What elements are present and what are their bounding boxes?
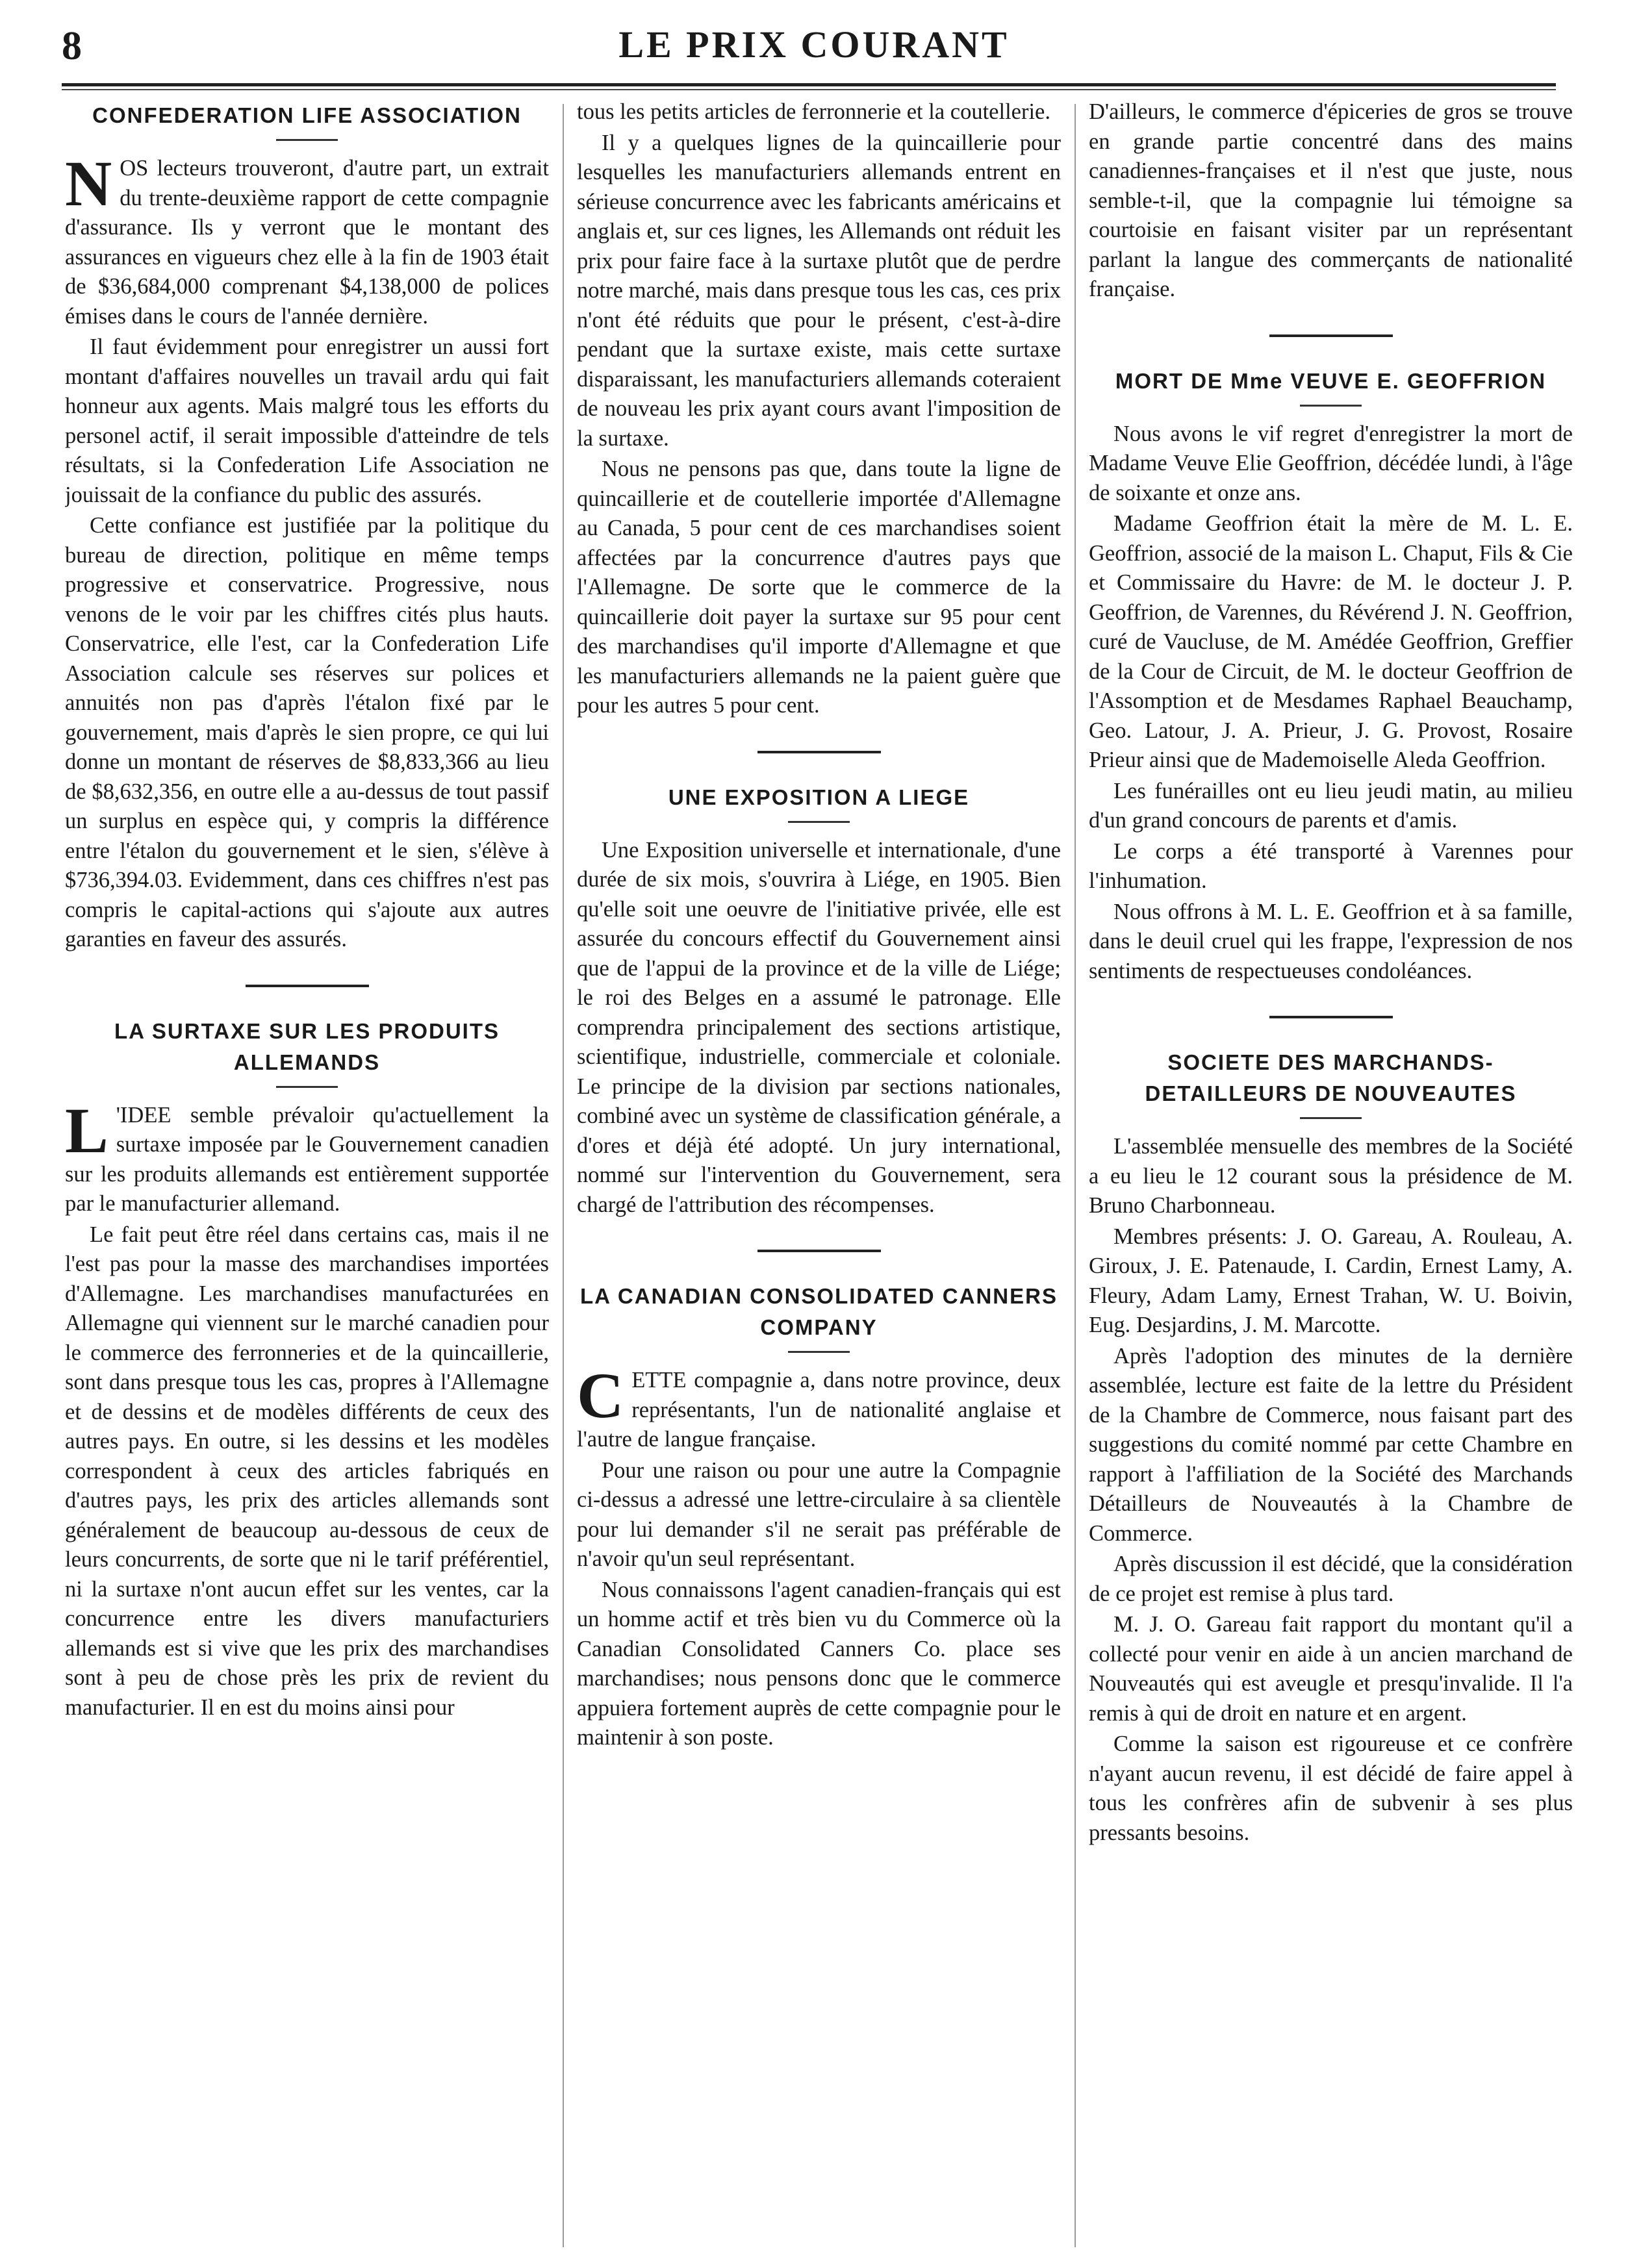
paragraph: L'assemblée mensuelle des membres de la Société a eu lieu le 12 courant sous la présidence de M. Bruno Charbonneau. [1089, 1134, 1573, 1218]
title-rule [788, 821, 850, 823]
paragraph: D'ailleurs, le commerce d'épiceries de gros se trouve en grande partie concentré dans des mains canadiennes-françaises et il n'est que juste, nous semble-t-il, que la compagnie lui témoigne sa courtoisie en faisant visiter par un représentant parlant la langue des commerçants de nationalité française. [1089, 99, 1573, 301]
title-rule [276, 1086, 338, 1088]
paragraph: Le fait peut être réel dans certains cas, mais il ne l'est pas pour la masse des marchandises importées d'Allemagne. Les marchandises manufacturées en Allemagne qui viennent sur le marché canadien pour le commerce des ferronneries et de la quincaillerie, sont dans presque tous les cas, propres à l'Allemagne et de dessins et de modèles différents de ceux des autres pays. En outre, si les dessins et les modèles correspondent à ceux des articles fabriqués en d'autres pays, les prix des articles allemands sont généralement de beaucoup au-dessous de ceux de leurs concurrents, de sorte que ni le tarif préférentiel, ni la surtaxe n'ont aucun effet sur les ventes, car la concurrence entre les divers manufacturiers allemands est si vive que les prix des marchandises sont à peu de chose près les prix de revient du manufacturier. Il en est du moins ainsi pour [65, 1222, 549, 1720]
column-3 [1089, 97, 1573, 2247]
article [1089, 1044, 1573, 1848]
title-rule [276, 139, 338, 141]
page-header [0, 0, 1628, 97]
article-separator [1269, 1016, 1393, 1018]
article-title: SOCIETE DES MARCHANDS-DETAILLEURS DE NOUVEAUTES [1145, 1050, 1517, 1105]
title-rule [1300, 405, 1362, 407]
paragraph [577, 1359, 1061, 1455]
article-separator [1269, 334, 1393, 337]
paragraph: Il y a quelques lignes de la quincaillerie pour lesquelles les manufacturiers allemands entrent en sérieuse concurrence avec les fabricants américains et anglais et, sur ces lignes, les Allemands ont réduit les prix pour faire face à la surtaxe plutôt que de perdre notre marché, mais dans presque tous les cas, ces prix n'ont été réduits que pour le présent, c'est-à-dire pendant que la surtaxe existe, mais cette surtaxe disparaissant, les manufacturiers allemands coteraient de nouveau les prix ayant cours avant l'imposition de la surtaxe. [577, 130, 1061, 451]
paragraph: Nous ne pensons pas que, dans toute la ligne de quincaillerie et de coutellerie importée d'Allemagne au Canada, 5 pour cent de ces marchandises soient affectées par la concurrence d'autres pays que l'Allemagne. De sorte que le commerce de la quincaillerie doit payer la surtaxe sur 95 pour cent des marchandises qu'il importe d'Allemagne et que les manufacturiers allemands ne la paient guère que pour les autres 5 pour cent. [577, 457, 1061, 718]
drop-cap-letter: C [577, 1359, 624, 1431]
paragraph-text: OS lecteurs trouveront, d'autre part, un extrait du trente-deuxième rapport de cette compagnie d'assurance. Ils y verront que le montant des assurances en vigueurs chez elle à la fin de 1903 était de $36,684,000 comprenant $4,138,000 de polices émises dans le cours de l'année dernière. [65, 156, 549, 329]
page-number: 8 [62, 24, 82, 68]
article-title: CONFEDERATION LIFE ASSOCIATION [92, 103, 522, 127]
article [577, 97, 1061, 721]
paragraph: Les funérailles ont eu lieu jeudi matin, au milieu d'un grand concours de parents et d'amis. [1089, 778, 1573, 833]
paragraph: Nous offrons à M. L. E. Geoffrion et à sa famille, dans le deuil cruel qui les frappe, l'expression de nos sentiments de respectueuses condoléances. [1089, 899, 1573, 983]
article-separator [757, 1250, 881, 1252]
column-2 [577, 97, 1061, 2247]
paragraph: Nous connaissons l'agent canadien-français qui est un homme actif et très bien vu du Commerce où la Canadian Consolidated Canners Co. place ses marchandises; nous pensons donc que le commerce appuiera fortement auprès de cette compagnie pour le maintenir à son poste. [577, 1577, 1061, 1750]
article [65, 97, 549, 955]
paragraph: Une Exposition universelle et internationale, d'une durée de six mois, s'ouvrira à Liége, en 1905. Bien qu'elle soit une oeuvre de l'initiative privée, elle est assurée du concours effectif du Gouvernement ainsi que de l'appui de la province et de la ville de Liége; le roi des Belges en a assumé le patronage. Elle comprendra principalement des sections artistique, scientifique, industrielle, commerciale et coloniale. Le principe de la division par sections nationales, combiné avec un système de classification générale, a d'ores et déjà été adopté. Un jury international, nommé sur l'intervention du Gouvernement, sera chargé de l'attribution des récompenses. [577, 837, 1061, 1217]
title-rule [1300, 1117, 1362, 1119]
paragraph: Nous avons le vif regret d'enregistrer la mort de Madame Veuve Elie Geoffrion, décédée lundi, à l'âge de soixante et onze ans. [1089, 421, 1573, 505]
article-separator [246, 985, 369, 987]
article-separator [757, 751, 881, 753]
paragraph [65, 1094, 549, 1219]
drop-cap-letter: N [65, 147, 112, 220]
paragraph: Il faut évidemment pour enregistrer un aussi fort montant d'affaires nouvelles un travail ardu qui fait honneur aux agents. Mais malgré tous les efforts du personel actif, il serait impossible d'atteindre de tels résultats, si la Confederation Life Association ne jouissait de la confiance du public des assurés. [65, 334, 549, 507]
article-title: MORT DE Mme VEUVE E. GEOFFRION [1115, 368, 1547, 393]
paragraph: Pour une raison ou pour une autre la Compagnie ci-dessus a adressé une lettre-circulaire à sa clientèle pour lui demander s'il ne serait pas préférable de n'avoir qu'un seul représentant. [577, 1457, 1061, 1571]
paragraph-text: 'IDEE semble prévaloir qu'actuellement la surtaxe imposée par le Gouvernement canadien sur les produits allemands est entièrement supportée par le manufacturier allemand. [65, 1102, 549, 1216]
column-divider [563, 104, 564, 2247]
paragraph: Membres présents: J. O. Gareau, A. Rouleau, A. Giroux, J. E. Patenaude, I. Cardin, Ernest Lamy, A. Fleury, Adam Lamy, Ernest Trahan, W. U. Boivin, Eug. Desjardins, J. M. Marcotte. [1089, 1224, 1573, 1337]
article [1089, 363, 1573, 987]
paragraph [65, 147, 549, 331]
paragraph: Après l'adoption des minutes de la dernière assemblée, lecture est faite de la lettre du Président de la Chambre de Commerce, nous faisant part des suggestions du comité nommé par cette Chambre en rapport à l'affiliation de la Société des Marchands Détailleurs de Nouveautés à la Chambre de Commerce. [1089, 1343, 1573, 1546]
paragraph: Comme la saison est rigoureuse et ce confrère n'ayant aucun revenu, il est décidé de faire appel à tous les confrères afin de subvenir à ses plus pressants besoins. [1089, 1732, 1573, 1845]
publication-title: LE PRIX COURANT [618, 23, 1010, 66]
article-title: UNE EXPOSITION A LIEGE [668, 785, 970, 809]
paragraph-text: ETTE compagnie a, dans notre province, deux représentants, l'un de nationalité anglaise et l'autre de langue française. [577, 1368, 1061, 1452]
title-rule [788, 1351, 850, 1353]
header-rule [62, 83, 1556, 90]
column-divider [1075, 104, 1076, 2247]
drop-cap-letter: L [65, 1094, 108, 1166]
column-1 [65, 97, 549, 2247]
article-title: LA CANADIAN CONSOLIDATED CANNERS COMPANY [580, 1284, 1058, 1339]
paragraph: Le corps a été transporté à Varennes pour l'inhumation. [1089, 838, 1573, 893]
paragraph: tous les petits articles de ferronnerie et la coutellerie. [577, 99, 1050, 124]
paragraph: Cette confiance est justifiée par la politique du bureau de direction, politique en même temps progressive et conservatrice. Progressive, nous venons de le voir par les chiffres cités plus hauts. Conservatrice, elle l'est, car la Confederation Life Association calcule ses réserves sur polices et annuités non pas d'après l'étalon fixé par le gouvernement, mais d'après le sien propre, ce qui lui donne un montant de réserves de $8,833,366 au lieu de $8,632,356, en outre elle a au-dessus de tout passif un surplus en espèce qui, y compris la différence entre l'étalon du gouvernement et le sien, s'élève à $736,394.03. Evidemment, dans ces chiffres n'est pas compris le capital-actions qui s'ajoute aux autres garanties en faveur des assurés. [65, 513, 549, 951]
article [577, 779, 1061, 1220]
paragraph: M. J. O. Gareau fait rapport du montant qu'il a collecté pour venir en aide à un ancien marchand de Nouveautés qui est aveugle et presqu'invalide. Il l'a remis à qui de droit en nature et en argent. [1089, 1612, 1573, 1726]
article [65, 1013, 549, 1723]
paragraph: Après discussion il est décidé, que la considération de ce projet est remise à plus tard. [1089, 1552, 1573, 1606]
paragraph: Madame Geoffrion était la mère de M. L. E. Geoffrion, associé de la maison L. Chaput, Fils & Cie et Commissaire du Havre: de M. le docteur J. P. Geoffrion, de Varennes, du Révérend J. N. Geoffrion, curé de Vaucluse, de M. Amédée Geoffrion, Greffier de la Cour de Circuit, de M. le docteur Geoffrion de l'Assomption et de Mesdames Raphael Beauchamp, Geo. Latour, J. A. Prieur, J. G. Provost, Rosaire Prieur ainsi que de Mademoiselle Aleda Geoffrion. [1089, 511, 1573, 772]
article-title: LA SURTAXE SUR LES PRODUITS ALLEMANDS [114, 1018, 500, 1074]
article [577, 1278, 1061, 1753]
article [1089, 97, 1573, 305]
